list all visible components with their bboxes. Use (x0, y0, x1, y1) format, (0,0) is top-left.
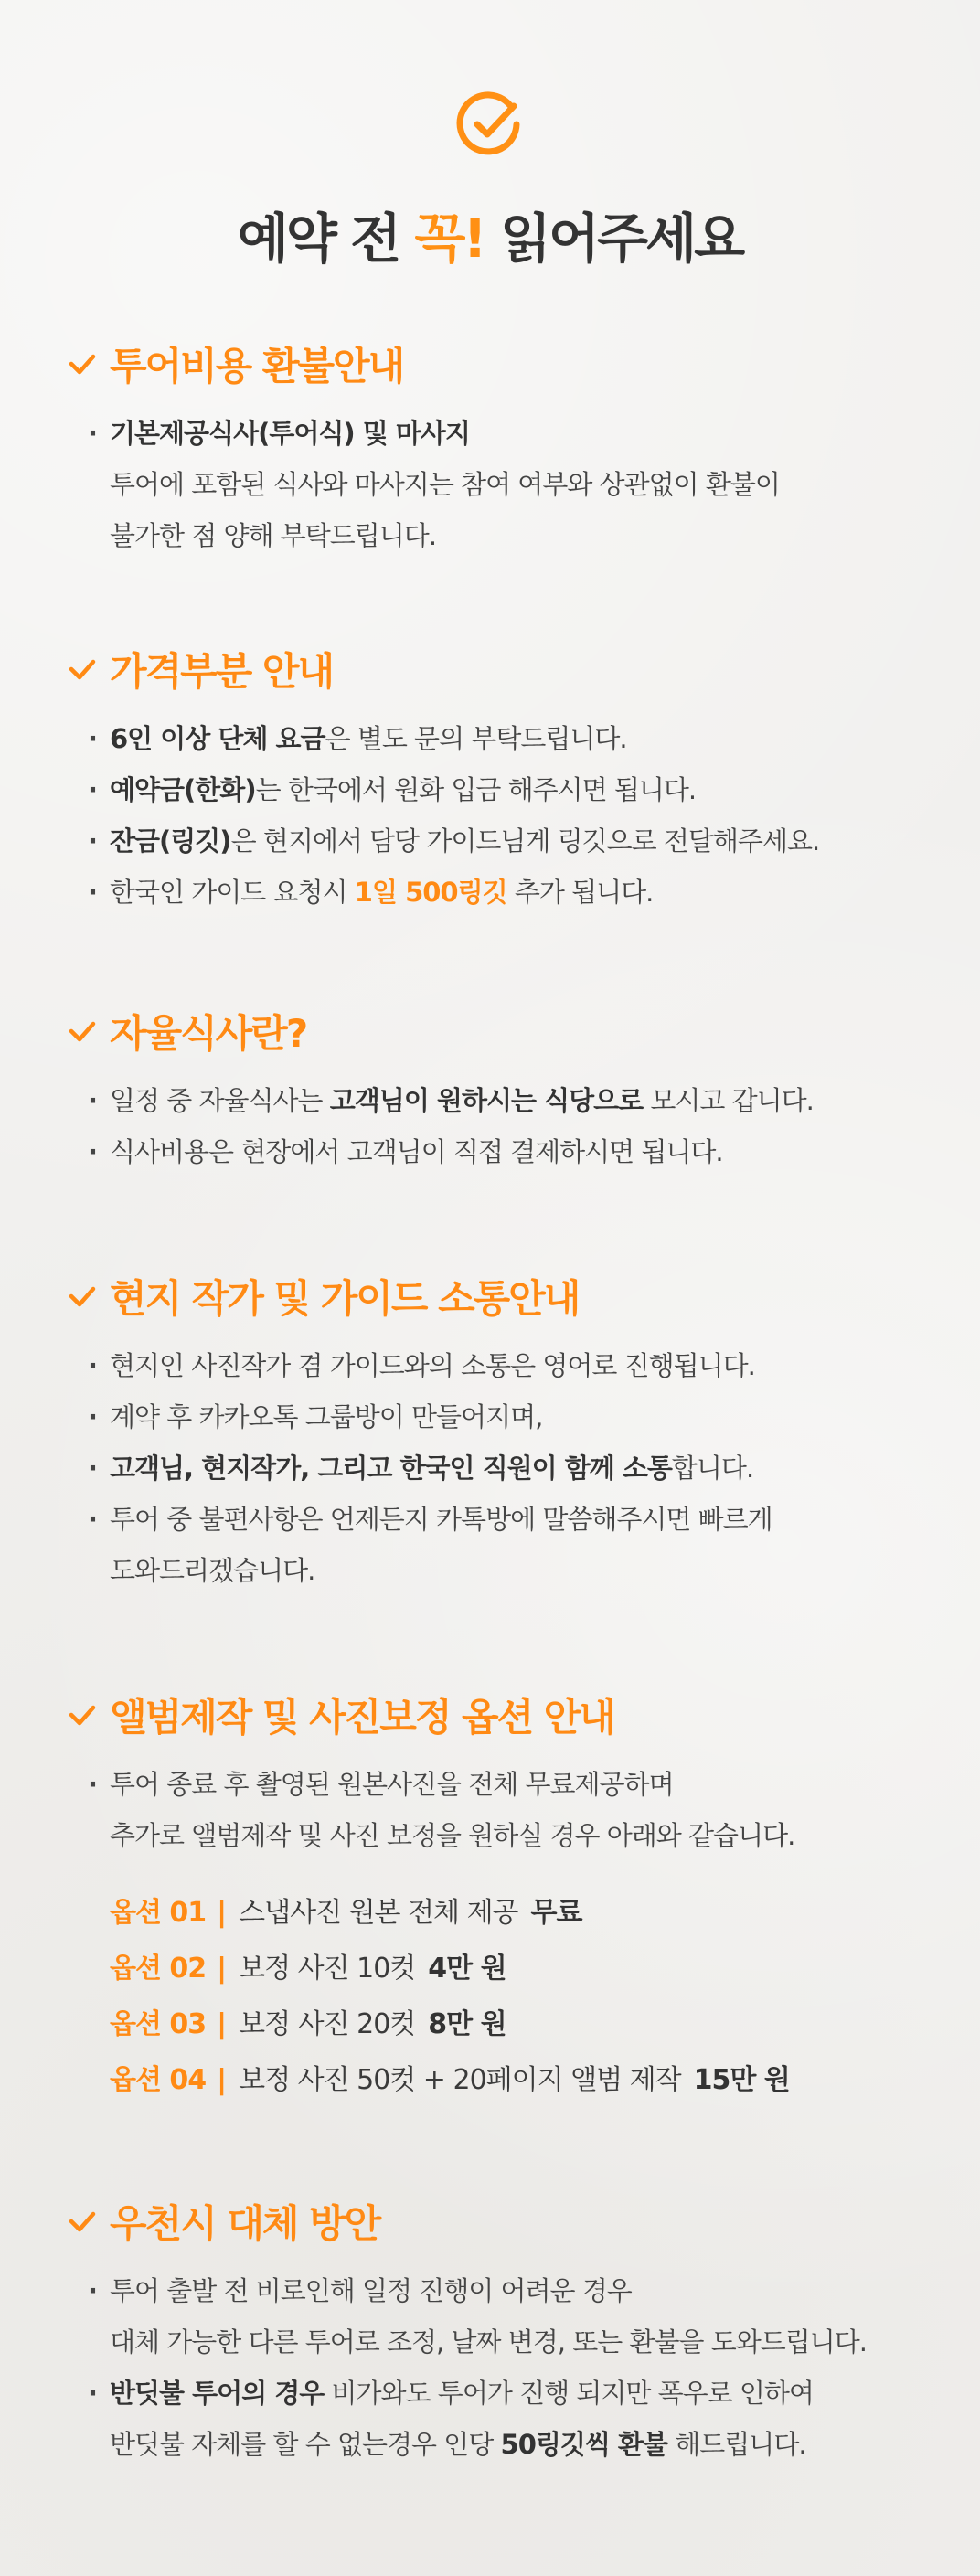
list-item: · 식사비용은 현장에서 고객님이 직접 결제하시면 됩니다. (86, 1126, 927, 1177)
check-circle-icon (455, 90, 525, 159)
check-icon (68, 1282, 97, 1311)
option-row: 옵션 03 | 보정 사진 20컷 8만 원 (110, 2008, 506, 2040)
section-price (68, 642, 927, 918)
check-icon (68, 349, 97, 378)
list-item: · 고객님, 현지작가, 그리고 한국인 직원이 함께 소통합니다. (86, 1442, 927, 1494)
list-item: · 현지인 사진작가 겸 가이드와의 소통은 영어로 진행됩니다. (86, 1340, 927, 1391)
page-header (0, 90, 980, 272)
section-title: 투어비용 환불안내 (110, 344, 404, 389)
check-icon (68, 2207, 97, 2236)
list-item: · 잔금(링깃)은 현지에서 담당 가이드님게 링깃으로 전달해주세요. (86, 815, 927, 867)
list-item: · 투어 종료 후 촬영된 원본사진을 전체 무료제공하며 추가로 앨범제작 및 사진 보정을 원하실 경우 아래와 같습니다. (86, 1759, 927, 1861)
section-refund (68, 336, 927, 561)
list-item: · 일정 중 자율식사는 고객님이 원하시는 식당으로 모시고 갑니다. (86, 1075, 927, 1126)
section-album (68, 1687, 927, 2108)
option-list (110, 1885, 927, 2108)
section-title: 앨범제작 및 사진보정 옵션 안내 (110, 1695, 614, 1740)
check-icon (68, 1017, 97, 1046)
option-row: 옵션 04 | 보정 사진 50컷 + 20페이지 앨범 제작 15만 원 (110, 2064, 790, 2096)
list-item: · 계약 후 카카오톡 그룹방이 만들어지며, (86, 1391, 927, 1442)
section-rain (68, 2194, 927, 2470)
option-row: 옵션 01 | 스냅사진 원본 전체 제공 무료 (110, 1897, 582, 1929)
check-icon (68, 655, 97, 684)
option-row: 옵션 02 | 보정 사진 10컷 4만 원 (110, 1953, 506, 1985)
section-title: 가격부분 안내 (110, 649, 334, 694)
section-contact (68, 1269, 927, 1596)
page-title: 예약 전 꼭! 읽어주세요 (237, 208, 743, 270)
list-item: · 투어 중 불편사항은 언제든지 카톡방에 말씀해주시면 빠르게 도와드리겠습니다. (86, 1494, 927, 1596)
list-item: · 한국인 가이드 요청시 1일 500링깃 추가 됩니다. (86, 867, 927, 918)
section-title: 자율식사란? (110, 1011, 307, 1056)
check-icon (68, 1700, 97, 1730)
list-item: · 투어 출발 전 비로인해 일정 진행이 어려운 경우 대체 가능한 다른 투어로 조정, 날짜 변경, 또는 환불을 도와드립니다. (86, 2265, 927, 2368)
section-title: 우천시 대체 방안 (110, 2201, 380, 2246)
section-meal (68, 1004, 927, 1177)
list-item: · 기본제공식사(투어식) 및 마사지 투어에 포함된 식사와 마사지는 참여 여부와 상관없이 환불이 불가한 점 양해 부탁드립니다. (86, 408, 927, 561)
list-item: · 예약금(한화)는 한국에서 원화 입금 해주시면 됩니다. (86, 764, 927, 815)
list-item: · 반딧불 투어의 경우 비가와도 투어가 진행 되지만 폭우로 인하여 반딧불 자체를 할 수 없는경우 인당 50링깃씩 환불 해드립니다. (86, 2368, 927, 2470)
section-title: 현지 작가 및 가이드 소통안내 (110, 1276, 580, 1321)
list-item: · 6인 이상 단체 요금은 별도 문의 부탁드립니다. (86, 713, 927, 764)
